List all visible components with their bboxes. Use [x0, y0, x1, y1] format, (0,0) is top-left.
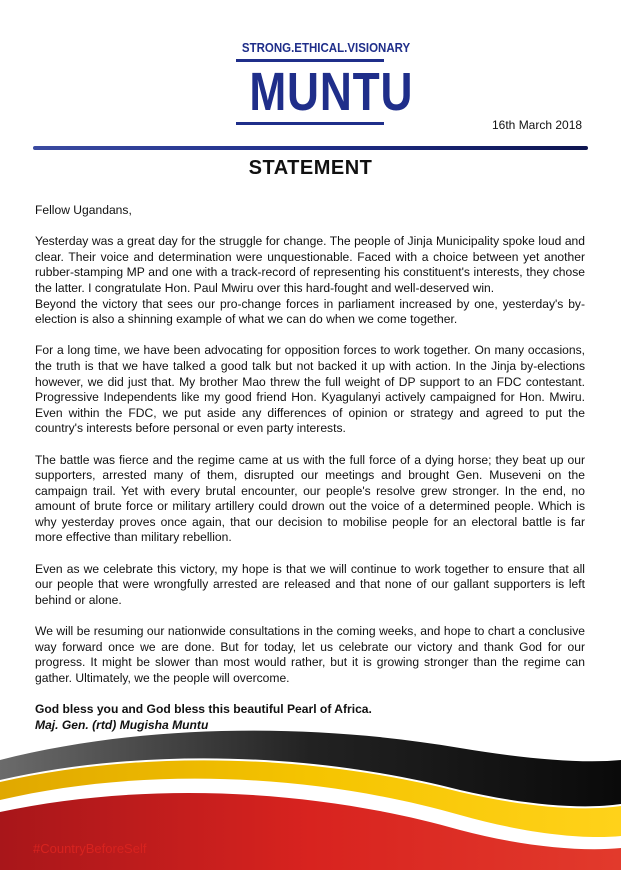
paragraph-6-text: We will be resuming our nationwide consultations in the coming weeks, and hope to chart a conclusive way forward once we are done. But for today, let us celebrate our victory and thank God for our progress. It might be slower than most would rather, but it is growing stronger than the regime can gather. Ultimately, we the people will overcome. — [35, 624, 585, 685]
paragraph-2 — [35, 297, 585, 328]
hashtag: #CountryBeforeSelf — [33, 841, 147, 856]
paragraph-3 — [35, 343, 585, 437]
header-divider — [33, 146, 588, 150]
logo-divider-bottom — [236, 122, 384, 125]
paragraph-3-text: For a long time, we have been advocating for opposition forces to work together. On many occasions, the truth is that we have talked a good talk but not backed it up with action. In the Jinja by-elections however, we did just that. My brother Mao threw the full weight of DP support to an FDC contestant. Progressive Independents like my good friend Hon. Kyagulanyi actively campaigned for Hon. Mwiru. Even within the FDC, we put aside any differences of opinion or strategy and agreed to put the country's interests before personal or even party interests. — [35, 343, 585, 436]
statement-date: 16th March 2018 — [492, 118, 583, 132]
paragraph-5 — [35, 562, 585, 609]
paragraph-4 — [35, 453, 585, 547]
muntu-logo — [236, 40, 414, 125]
closing-line: God bless you and God bless this beautiful Pearl of Africa. — [35, 702, 372, 716]
paragraph-6 — [35, 624, 585, 686]
paragraph-2-text: Beyond the victory that sees our pro-change forces in parliament increased by one, yesterday's by-election is also a shinning example of what we can do when we come together. — [35, 296, 585, 327]
paragraph-1-text: Yesterday was a great day for the struggle for change. The people of Jinja Municipality spoke loud and clear. Their voice and determination were unquestionable. Faced with a choice between yet another rubber-stamping MP and one with a track-record of representing his constituent's interests, they chose the latter. I congratulate Hon. Paul Mwiru over this hard-fought and well-deserved win. — [35, 234, 585, 295]
paragraph-5-text: Even as we celebrate this victory, my hope is that we will continue to work together to ensure that all our people that were wrongfully arrested are released and that none of our gallant supporters is left behind or alone. — [35, 561, 585, 607]
logo-tagline: STRONG.ETHICAL.VISIONARY — [241, 41, 411, 55]
logo-name: MUNTU — [249, 62, 414, 122]
paragraph-1 — [35, 234, 585, 296]
statement-body — [35, 203, 585, 733]
salutation: Fellow Ugandans, — [35, 203, 132, 217]
signature: Maj. Gen. (rtd) Mugisha Muntu — [35, 717, 209, 732]
page-title: STATEMENT — [248, 157, 373, 179]
paragraph-4-text: The battle was fierce and the regime came at us with the full force of a dying horse; they beat up our supporters, arrested many of them, disrupted our meetings and brought Gen. Museveni on the campaign trail. Yet with every brutal encounter, our people's resolve grew stronger. In the end, no amount of brute force or military artillery could drown out the voice of a determined people. Which is why yesterday proves once again, that our decision to mobilise people for an electoral battle is far more effective than military rebellion. — [35, 452, 585, 545]
